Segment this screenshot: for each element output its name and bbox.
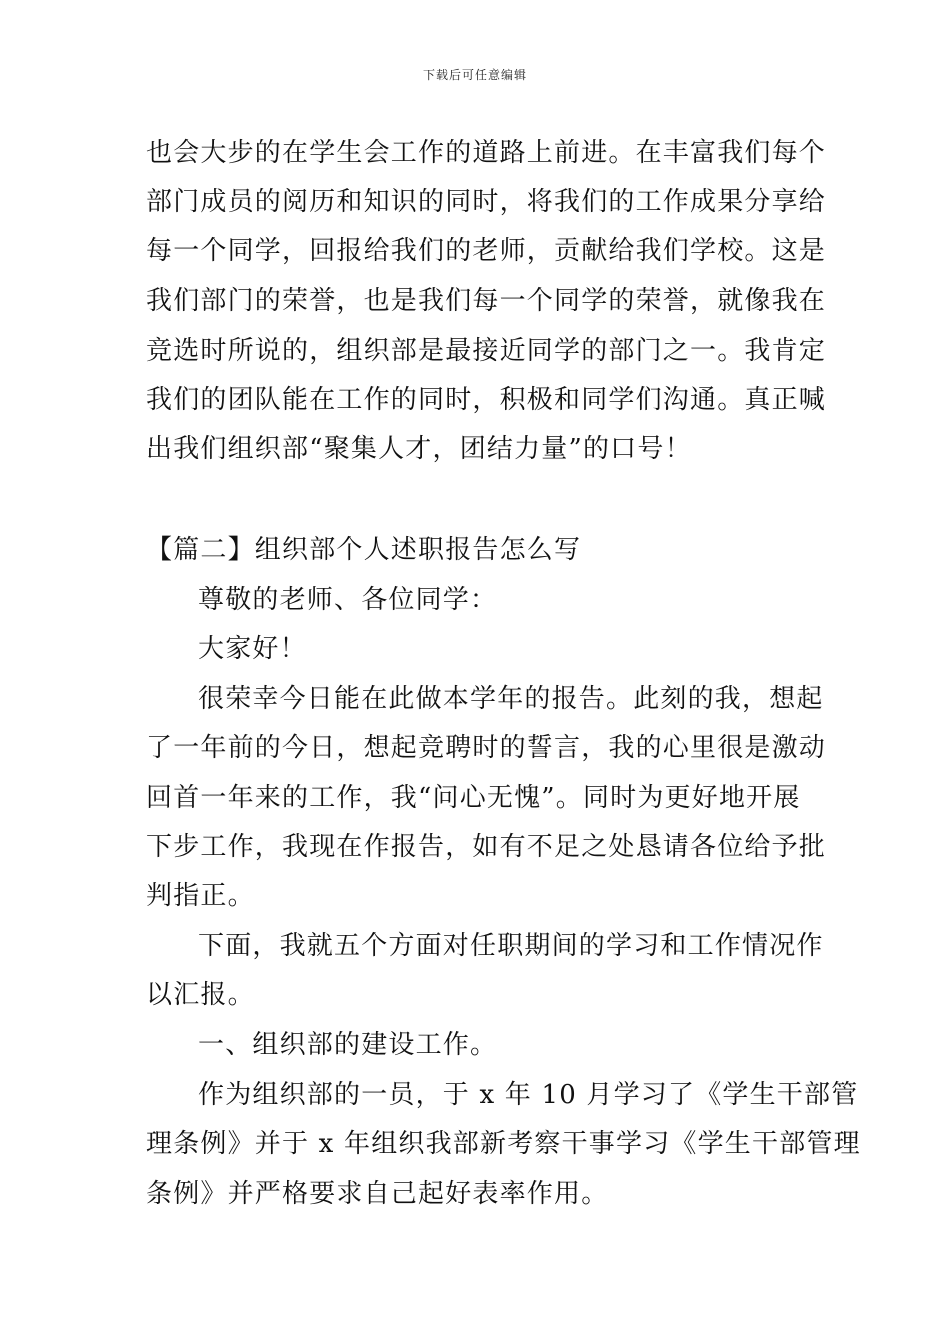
paragraph-line: 每一个同学，回报给我们的老师，贡献给我们学校。这是 — [146, 236, 827, 266]
paragraph-line: 下步工作，我现在作报告，如有不足之处恳请各位给予批 — [146, 832, 827, 862]
paragraph-line: 竞选时所说的，组织部是最接近同学的部门之一。我肯定 — [146, 336, 827, 366]
paragraph-line: 了一年前的今日，想起竞聘时的誓言，我的心里很是激动 — [146, 733, 827, 763]
page-header-note: 下载后可任意编辑 — [422, 68, 527, 82]
paragraph-line: 条例》并严格要求自己起好表率作用。 — [146, 1179, 609, 1209]
salutation: 尊敬的老师、各位同学： — [198, 585, 498, 615]
paragraph-line: 部门成员的阅历和知识的同时，将我们的工作成果分享给 — [146, 187, 827, 217]
greeting: 大家好！ — [198, 634, 307, 664]
paragraph-line: 我们部门的荣誉，也是我们每一个同学的荣誉，就像我在 — [146, 286, 827, 316]
paragraph-line: 理条例》并于 x 年组织我部新考察干事学习《学生干部管理 — [146, 1129, 861, 1159]
paragraph-line: 很荣幸今日能在此做本学年的报告。此刻的我，想起 — [198, 684, 824, 714]
section-title: 【篇二】组织部个人述职报告怎么写 — [146, 535, 582, 565]
paragraph-line: 我们的团队能在工作的同时，积极和同学们沟通。真正喊 — [146, 385, 827, 415]
subsection-heading: 一、组织部的建设工作。 — [198, 1030, 498, 1060]
paragraph-line: 回首一年来的工作，我“问心无愧”。同时为更好地开展 — [146, 783, 801, 813]
paragraph-line: 判指正。 — [146, 881, 255, 911]
paragraph-line: 作为组织部的一员，于 x 年 10 月学习了《学生干部管 — [198, 1080, 859, 1110]
paragraph-line: 也会大步的在学生会工作的道路上前进。在丰富我们每个 — [146, 138, 827, 168]
paragraph-line: 以汇报。 — [146, 980, 255, 1010]
paragraph-line: 下面，我就五个方面对任职期间的学习和工作情况作 — [198, 931, 824, 961]
paragraph-line: 出我们组织部“聚集人才，团结力量”的口号！ — [146, 434, 692, 464]
